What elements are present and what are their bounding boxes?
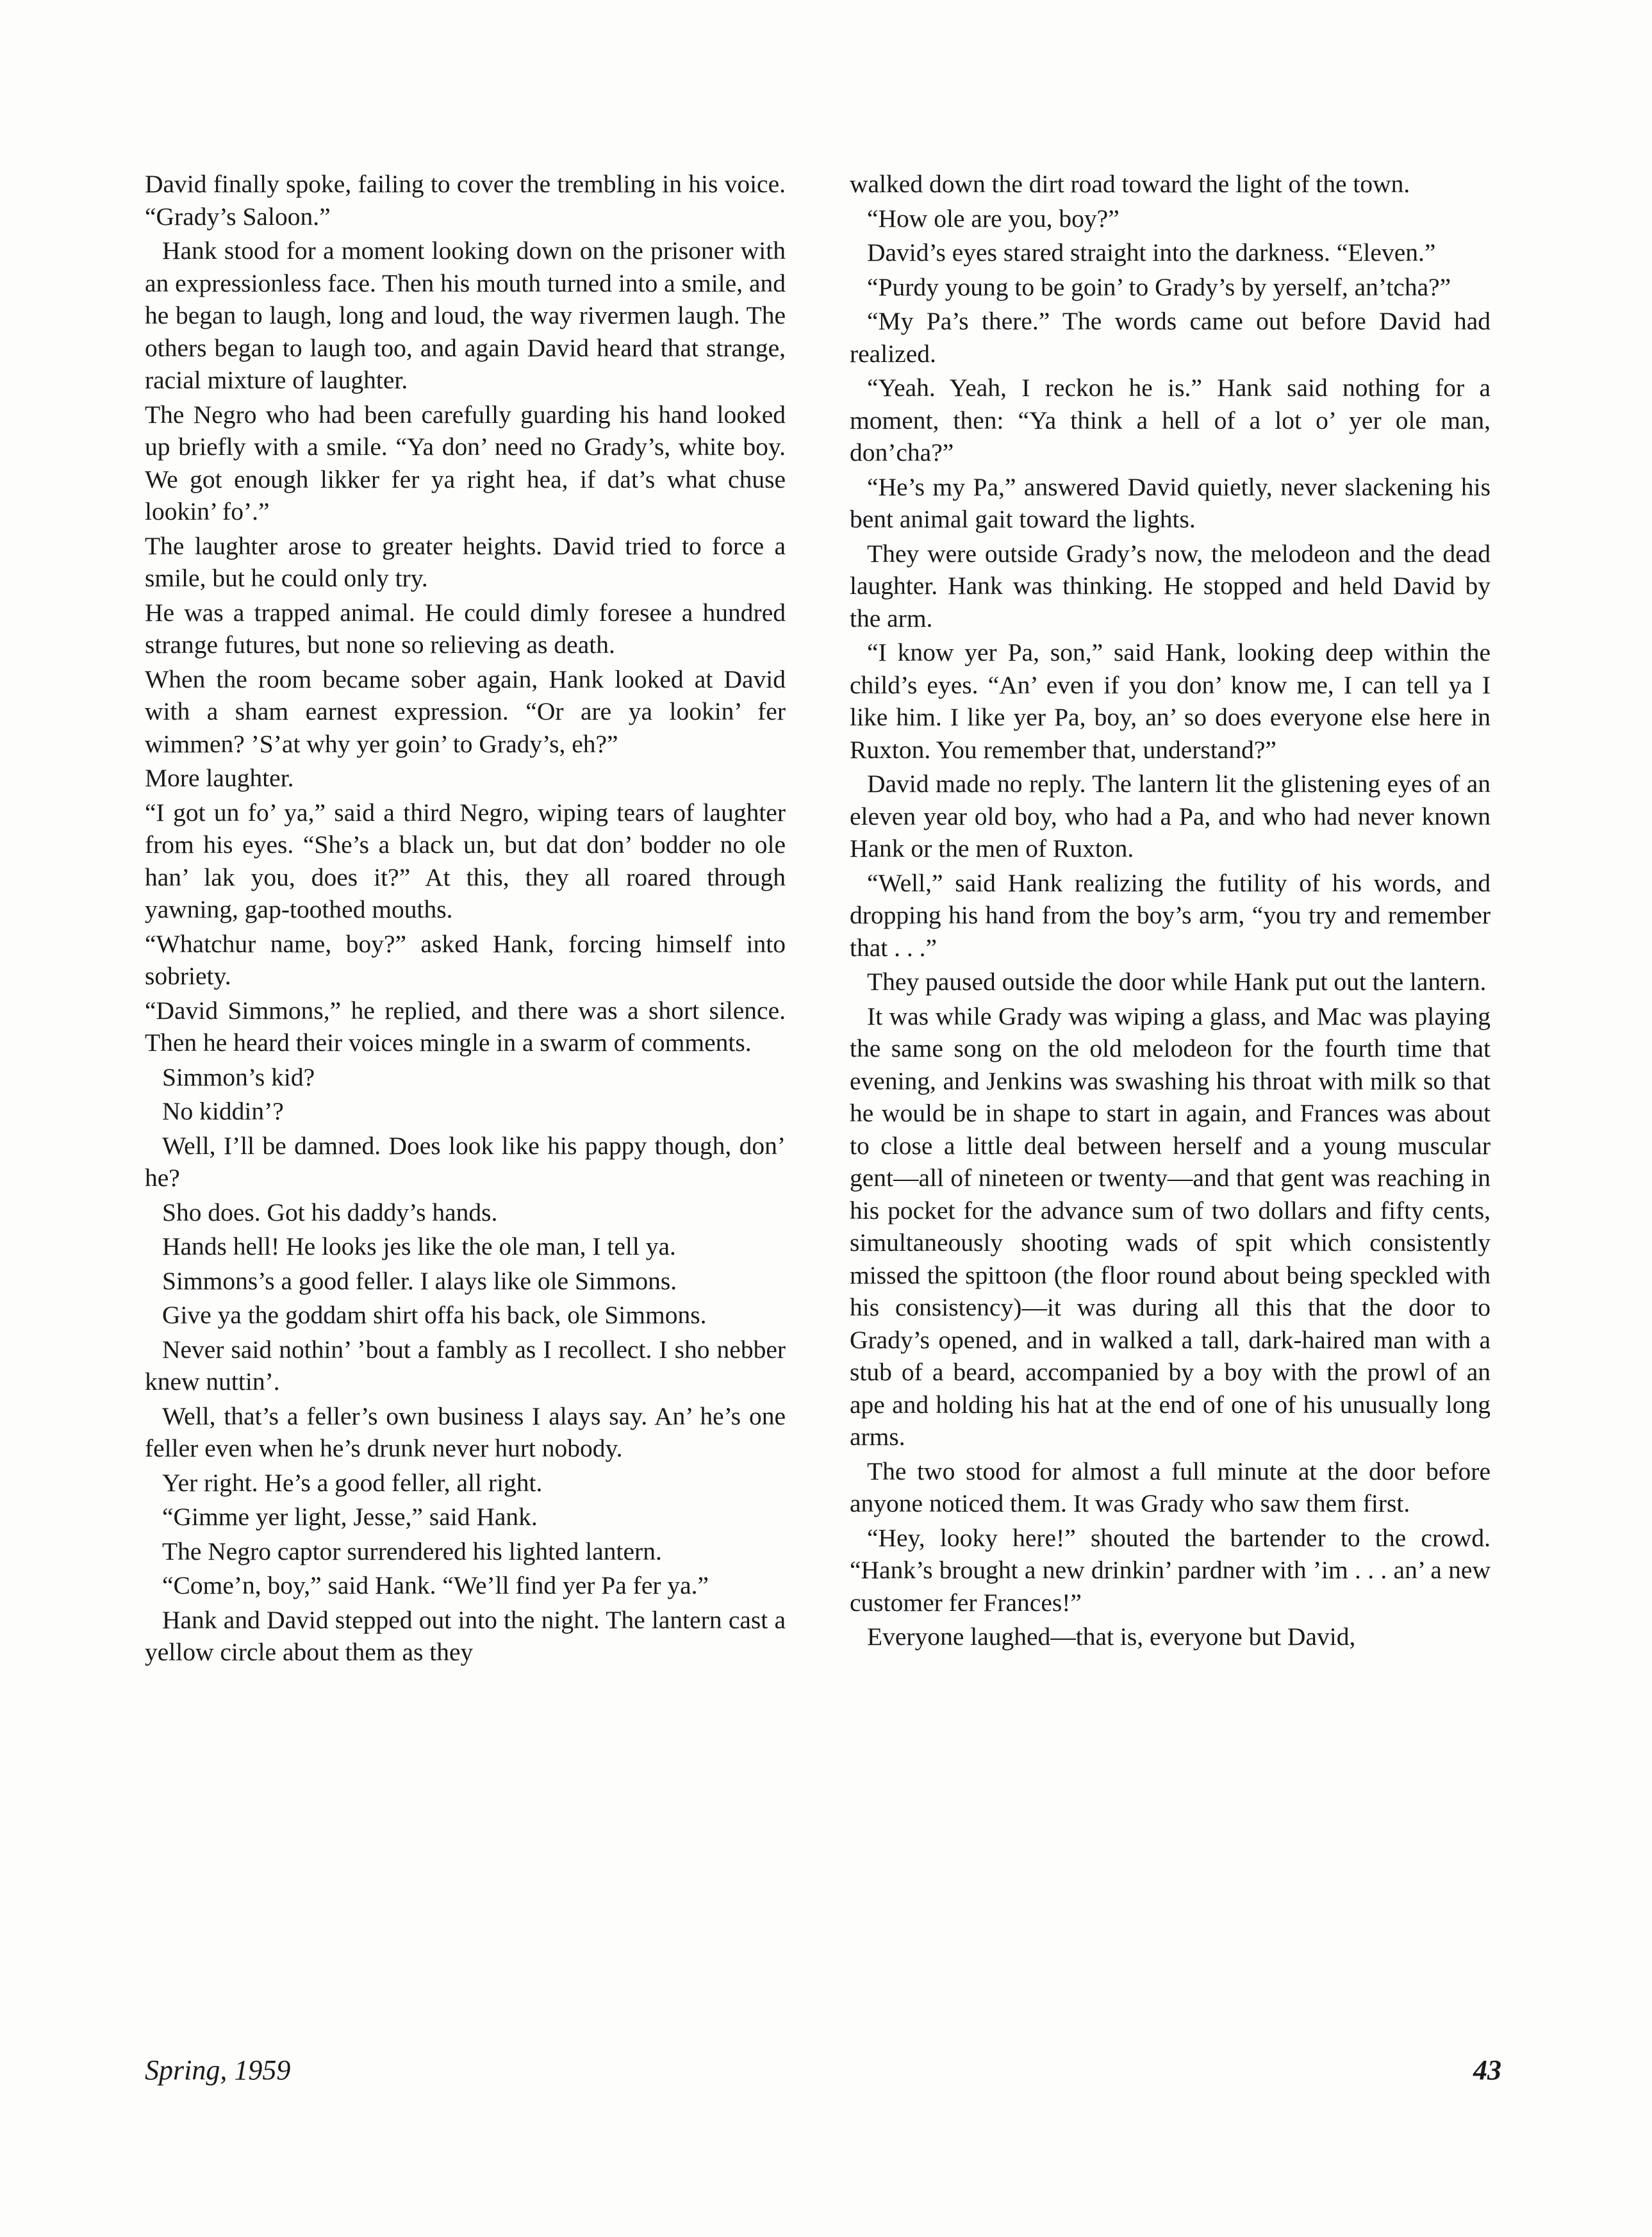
paragraph: “He’s my Pa,” answered David quietly, never slackening his bent animal gait toward the lights. [850, 472, 1491, 533]
paragraph: “Purdy young to be goin’ to Grady’s by yerself, an’tcha?” [867, 272, 1451, 301]
paragraph: Everyone laughed—that is, everyone but David, [867, 1622, 1356, 1651]
paragraph: Well, I’ll be damned. Does look like his pappy though, don’ he? [145, 1131, 786, 1192]
paragraph: Simmon’s kid? [162, 1062, 315, 1091]
paragraph: When the room became sober again, Hank looked at David with a sham earnest expression. “Or are ya lookin’ fer wimmen? ’S’at why yer goin’ to Grady’s, eh?” [145, 664, 786, 758]
paragraph: David’s eyes stared straight into the darkness. “Eleven.” [867, 238, 1436, 267]
paragraph: “I know yer Pa, son,” said Hank, looking deep within the child’s eyes. “An’ even if you don’ know me, I can tell ya I like him. I like yer Pa, boy, an’ so does everyone else here in Ruxton. You remember that, understand?” [850, 638, 1491, 764]
paragraph: David finally spoke, failing to cover the trembling in his voice. “Grady’s Saloon.” [145, 170, 786, 231]
paragraph: He was a trapped animal. He could dimly foresee a hundred strange futures, but none so relieving as death. [145, 598, 786, 659]
paragraph: The Negro who had been carefully guarding his hand looked up briefly with a smile. “Ya don’ need no Grady’s, white boy. We got enough likker fer ya right hea, if dat’s what chuse lookin’ fo’.” [145, 400, 786, 525]
right-text-column [850, 168, 1491, 1655]
paragraph: David made no reply. The lantern lit the glistening eyes of an eleven year old boy, who had a Pa, and who had never known Hank or the men of Ruxton. [850, 770, 1491, 863]
paragraph: Sho does. Got his daddy’s hands. [162, 1198, 498, 1226]
paragraph: Well, that’s a feller’s own business I alays say. An’ he’s one feller even when he’s drunk never hurt nobody. [145, 1401, 786, 1462]
paragraph: “How ole are you, boy?” [867, 204, 1119, 233]
paragraph: The two stood for almost a full minute at the door before anyone noticed them. It was Grady who saw them first. [850, 1457, 1491, 1517]
paragraph: The laughter arose to greater heights. David tried to force a smile, but he could only try. [145, 531, 786, 592]
left-text-column [145, 168, 786, 1671]
paragraph: Give ya the goddam shirt offa his back, ole Simmons. [162, 1301, 707, 1329]
paragraph: Yer right. He’s a good feller, all right. [162, 1468, 543, 1497]
paragraph: “Yeah. Yeah, I reckon he is.” Hank said nothing for a moment, then: “Ya think a hell of a lot o’ yer ole man, don’cha?” [850, 374, 1491, 466]
page-number: 43 [1473, 2054, 1501, 2086]
paragraph: walked down the dirt road toward the light of the town. [850, 170, 1410, 198]
paragraph: Hank stood for a moment looking down on the prisoner with an expressionless face. Then his mouth turned into a smile, and he began to laugh, long and loud, the way rivermen laugh. The others began to laugh too, and again David heard that strange, racial mixture of laughter. [145, 236, 786, 394]
paragraph: “David Simmons,” he replied, and there was a short silence. Then he heard their voices mingle in a swarm of comments. [145, 996, 786, 1057]
paragraph: Never said nothin’ ’bout a fambly as I recollect. I sho nebber knew nuttin’. [145, 1335, 786, 1396]
paragraph: They were outside Grady’s now, the melodeon and the dead laughter. Hank was thinking. He stopped and held David by the arm. [850, 539, 1491, 632]
paragraph: “Come’n, boy,” said Hank. “We’ll find yer Pa fer ya.” [162, 1571, 709, 1599]
paragraph: The Negro captor surrendered his lighted lantern. [162, 1537, 662, 1565]
paragraph: “Whatchur name, boy?” asked Hank, forcing himself into sobriety. [145, 929, 786, 990]
paragraph: No kiddin’? [162, 1097, 284, 1125]
paragraph: “Gimme yer light, Jesse,” said Hank. [162, 1503, 538, 1531]
paragraph: Hank and David stepped out into the night. The lantern cast a yellow circle about them as they [145, 1605, 786, 1666]
paragraph: Simmons’s a good feller. I alays like ole Simmons. [162, 1266, 677, 1295]
paragraph: “Hey, looky here!” shouted the bartender to the crowd. “Hank’s brought a new drinkin’ pardner with ’im . . . an’ a new customer fer Frances!” [850, 1523, 1491, 1617]
paragraph: Hands hell! He looks jes like the ole man, I tell ya. [162, 1232, 676, 1260]
paragraph: They paused outside the door while Hank put out the lantern. [867, 968, 1487, 996]
paragraph: It was while Grady was wiping a glass, and Mac was playing the same song on the old melodeon for the fourth time that evening, and Jenkins was swashing his throat with milk so that he would be in shape to start in again, and Frances was about to close a little deal between herself and a young muscular gent—all of nineteen or twenty—and that gent was reaching in his pocket for the advance sum of two dollars and fifty cents, simultaneously shooting wads of spit which consistently missed the spittoon (the floor round about being speckled with his consistency)—it was during all this that the door to Grady’s opened, and in walked a tall, dark-haired man with a stub of a beard, accompanied by a boy with the prowl of an ape and holding his hat at the end of one of his unusually long arms. [850, 1002, 1491, 1451]
paragraph: “My Pa’s there.” The words came out before David had realized. [850, 307, 1491, 368]
paragraph: “I got un fo’ ya,” said a third Negro, wiping tears of laughter from his eyes. “She’s a black un, but dat don’ bodder no ole han’ lak you, does it?” At this, they all roared through yawning, gap-toothed mouths. [145, 798, 786, 923]
issue-date: Spring, 1959 [145, 2054, 291, 2086]
paragraph: “Well,” said Hank realizing the futility of his words, and dropping his hand from the boy’s arm, “you try and remember that . . .” [850, 868, 1491, 962]
paragraph: More laughter. [145, 764, 294, 792]
